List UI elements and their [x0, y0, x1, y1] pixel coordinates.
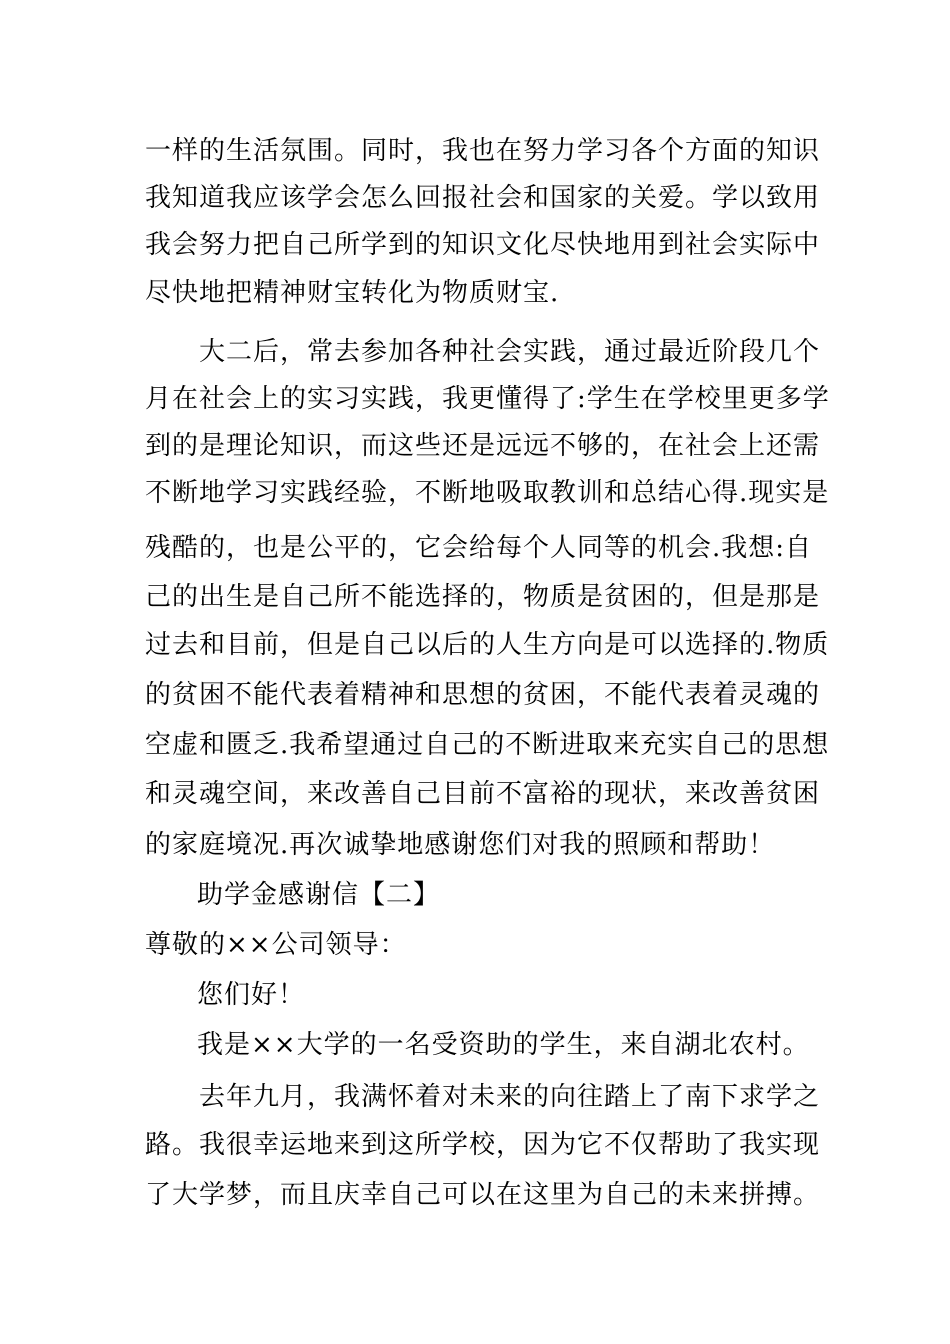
text-line: 空虚和匮乏.我希望通过自己的不断进取来充实自己的思想	[145, 730, 830, 760]
text-line: 的家庭境况.再次诚挚地感谢您们对我的照顾和帮助！	[145, 830, 776, 860]
text-line: 不断地学习实践经验，不断地吸取教训和总结心得.现实是	[145, 478, 830, 508]
text-line: 大二后，常去参加各种社会实践，通过最近阶段几个	[172, 337, 821, 367]
text-line: 残酷的，也是公平的，它会给每个人同等的机会.我想:自	[145, 533, 813, 563]
text-line: 我是××大学的一名受资助的学生，来自湖北农村。	[197, 1030, 810, 1060]
text-line: 一样的生活氛围。同时，我也在努力学习各个方面的知识	[145, 136, 821, 166]
text-line: 了大学梦，而且庆幸自己可以在这里为自己的未来拼搏。	[145, 1180, 821, 1210]
salutation: 尊敬的××公司领导：	[145, 930, 407, 960]
section-heading: 助学金感谢信【二】	[197, 880, 441, 910]
text-line: 的贫困不能代表着精神和思想的贫困，不能代表着灵魂的	[145, 680, 821, 710]
text-line: 和灵魂空间，来改善自己目前不富裕的现状，来改善贫困	[145, 779, 821, 809]
text-line: 去年九月，我满怀着对未来的向往踏上了南下求学之	[172, 1082, 821, 1112]
text-line: 路。我很幸运地来到这所学校，因为它不仅帮助了我实现	[145, 1130, 821, 1160]
text-line: 过去和目前，但是自己以后的人生方向是可以选择的.物质	[145, 630, 830, 660]
text-line: 己的出生是自己所不能选择的，物质是贫困的，但是那是	[145, 582, 821, 612]
text-line: 我知道我应该学会怎么回报社会和国家的关爱。学以致用	[145, 183, 821, 213]
text-line: 我会努力把自己所学到的知识文化尽快地用到社会实际中	[145, 230, 821, 260]
text-line: 到的是理论知识，而这些还是远远不够的，在社会上还需	[145, 431, 821, 461]
text-line: 尽快地把精神财宝转化为物质财宝.	[145, 278, 560, 308]
text-line: 月在社会上的实习实践，我更懂得了:学生在学校里更多学	[145, 384, 830, 414]
greeting: 您们好！	[197, 980, 306, 1010]
